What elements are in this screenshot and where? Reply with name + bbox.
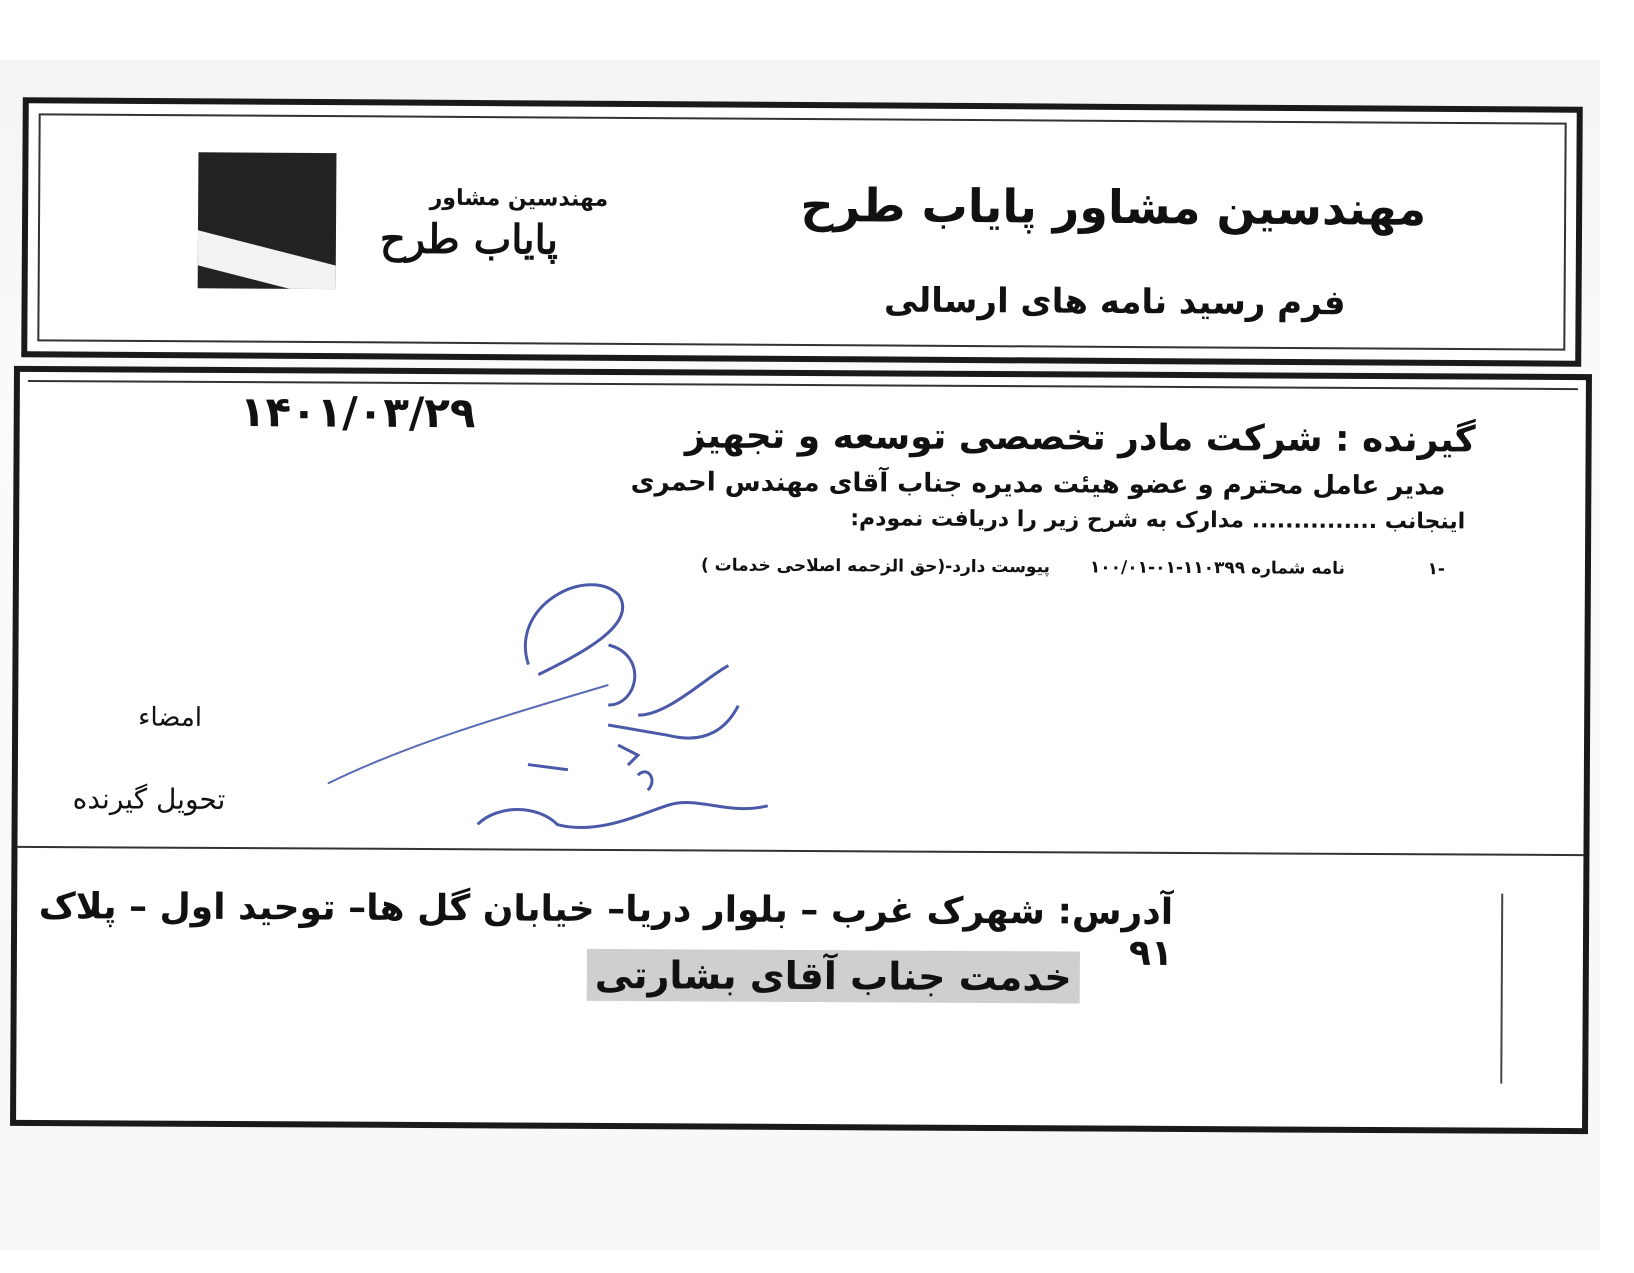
- company-title: مهندسین مشاور پایاب طرح: [800, 177, 1427, 236]
- address-section: [16, 846, 1503, 1124]
- main-box: [10, 366, 1592, 1134]
- logo-stripe: [198, 230, 337, 289]
- logo-text-big: پایاب طرح: [379, 215, 559, 264]
- item-attachment: پیوست دارد-(حق الزحمه اصلاحی خدمات ): [700, 555, 1050, 578]
- form-title: فرم رسید نامه های ارسالی: [883, 280, 1346, 324]
- recipient-title: مدیر عامل محترم و عضو هیئت مدیره جناب آقای مهندس احمری: [630, 467, 1446, 502]
- delivery-label: تحویل گیرنده: [72, 782, 226, 816]
- signature-label: امضاء: [138, 702, 203, 733]
- company-logo-icon: [198, 152, 337, 289]
- date: ۱۴۰۱/۰۳/۲۹: [239, 387, 476, 438]
- handwritten-signature-icon: [307, 563, 829, 866]
- logo-text-small: مهندسین مشاور: [429, 185, 609, 212]
- address: آدرس: شهرک غرب – بلوار دریا– خیابان گل ها– توحید اول – پلاک ۹۱: [38, 886, 1174, 974]
- paper-edge: [1600, 0, 1634, 1273]
- service-line: خدمت جناب آقای بشارتی: [587, 949, 1080, 1004]
- recipient: گیرنده : شرکت مادر تخصصی توسعه و تجهیز: [684, 415, 1476, 461]
- receipt-statement: اینجانب ............... مدارک به شرح زیر را دریافت نمودم:: [850, 506, 1466, 535]
- item-number: -۱: [1427, 559, 1446, 580]
- item-letter: نامه شماره ۱۱۰۳۹۹-۰۱-۱۰۰/۰۱: [1089, 557, 1346, 579]
- header-box: [21, 97, 1583, 367]
